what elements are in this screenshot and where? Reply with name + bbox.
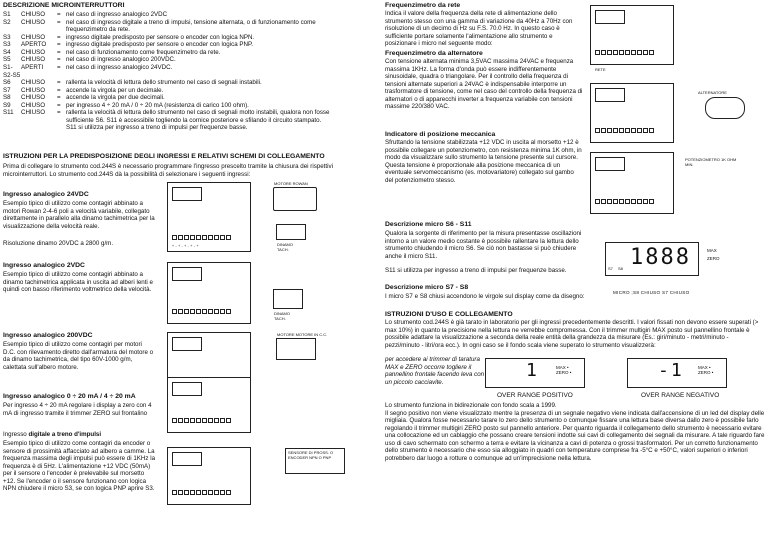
in200-text: Esempio tipico di utilizzo come contagiri per motori D.C. con rilevamento diretto dall'armatura del motore o da dinamo tachimetrica, del tipo 60V-1000 g/m, calettata sull'albero motore. bbox=[3, 341, 154, 371]
freqalt-text: Con tensione alternata minima 3,5VAC massima 24VAC e frequenza massima 1KHz. La forma d'onda può essere indifferentemente sinusoidale, quadra o triangolare. Per il controllo della frequenza di tensioni alternate superiori a 24VAC è indispensabile interporre un trasformatore di tensione, come nel caso del controllo della frequenza di alternatori o di apparecchi inverter a frequenza variabile con tensioni massime 220/380 VAC. bbox=[385, 58, 583, 111]
switch-equals: = bbox=[57, 48, 61, 56]
switch-desc: ingresso digitale predisposto per sensore o encoder con logica PNP. bbox=[66, 41, 253, 49]
zero-label: ZERO bbox=[707, 256, 720, 262]
switch-desc: nel caso di funzionamento come frequenzimetro da rete. bbox=[66, 48, 221, 56]
s6-text: Qualora la sorgente di riferimento per la misura presentasse oscillazioni intorno a un valore medio costante è possibile rallentare la lettura dello strumento chiudendo il micro S6. Se ciò non bastasse si può chiudere anche il micro S11. bbox=[385, 230, 582, 260]
in2-text: Esempio tipico di utilizzo come contagiri abbinato a dinamo tachimetrica applicata in uscita ad alberi lenti e quindi con basso riferimento voltmetrico della velocità. bbox=[3, 271, 153, 294]
switch-state: CHIUSO bbox=[21, 109, 46, 117]
switch-desc: rallenta la velocità di lettura dello strumento nel caso di segnali instabili. bbox=[66, 79, 262, 87]
dig-title bbox=[3, 431, 101, 439]
instrument-diagram-pos bbox=[590, 152, 674, 214]
motor-label: MOTORE ROWAN bbox=[274, 181, 308, 186]
switch-code: S2 bbox=[3, 18, 11, 26]
display-panel bbox=[605, 242, 699, 276]
in2-title: Ingresso analogico 2VDC bbox=[3, 262, 85, 269]
switch-state: CHIUSO bbox=[21, 56, 46, 64]
instrument-diagram-2v bbox=[167, 262, 251, 324]
switch-state: CHIUSO bbox=[21, 33, 46, 41]
switch-row bbox=[3, 41, 333, 49]
in24-text: Esempio tipico di utilizzo come contagiri abbinato a motori Rowan 2-4-6 poli a velocità variabile, collegato direttamente in parallelo alla dinamo tachimetrica per la visualizzazione della velocità reale. bbox=[3, 200, 155, 230]
motor-box bbox=[273, 181, 317, 211]
switch-list bbox=[3, 11, 333, 132]
switch-code: S3 bbox=[3, 41, 11, 49]
section-title-micro: DESCRIZIONE MICROINTERRUTTORI bbox=[3, 2, 125, 9]
switch-desc: nel caso di ingresso analogico 2VDC bbox=[66, 11, 168, 18]
final-text: Lo strumento funziona in bidirezionale con fondo scala a 1999. Il segno positivo non viene visualizzato mentre la presenza di un segnale negativo viene indicata dall'accensione di un led del display delle migliaia. Qualora fosse necessario tarare lo zero dello strumento o comunque fissare una lettura base diversa dallo zero è possibile farlo regolando il trimmer multigiri ZERO posto sul pannello anteriore. Per quanto riguarda il collegamento dello strumento è necessario evitare una collocazione ed un cablaggio che possano creare tensioni indotte sui cavi di collegamento dei segnali da misurare. A tale riguardo fare uso di cavo schermato con schermo a terra e evitare la vicinanza a cavi di potenza o grossi trasformatori. Per un corretto funzionamento dello strumento è necessario che esso sia alloggiato in quadri con temperature comprese fra -5°C e +50°C, valori superiori o inferiori potrebbero dar luogo a rotture o comunque ad un'imprecisione nella lettura. bbox=[385, 402, 765, 462]
freq-text: Indica il valore della frequenza della rete di alimentazione dello strumento stesso con una gamma di variazione da 40Hz a 70Hz con risoluzione di un decimo di Hz su F.S. 70.0 Hz. In questo caso è sufficiente portare solamente l'alimentazione allo strumento e posizionare i micro nel seguente modo: bbox=[385, 10, 573, 48]
ovr-neg-trimmers: MAX • ZERO • bbox=[698, 365, 714, 376]
switch-code: S7 bbox=[3, 86, 11, 94]
switch-code: S4 bbox=[3, 48, 11, 56]
alternatore-label: ALTERNATORE bbox=[698, 90, 727, 95]
switch-code: S5 bbox=[3, 56, 11, 64]
switch-row bbox=[3, 109, 333, 132]
switch-equals: = bbox=[57, 86, 61, 94]
instrument-diagram-alternatore bbox=[590, 83, 674, 143]
uso-title: ISTRUZIONI D'USO E COLLEGAMENTO bbox=[385, 311, 513, 318]
rete-label: RETE bbox=[595, 67, 606, 72]
switch-code: S8 bbox=[3, 94, 11, 102]
display-trimmer-labels bbox=[707, 248, 720, 262]
dinamo2-box bbox=[273, 289, 303, 321]
s7-title: Descrizione micro S7 - S8 bbox=[385, 284, 469, 291]
switch-equals: = bbox=[57, 63, 61, 71]
switch-state: CHIUSO bbox=[21, 86, 46, 94]
switch-equals: = bbox=[57, 18, 61, 26]
freq-title: Frequenzimetro da rete bbox=[385, 2, 461, 9]
in24-title: Ingresso analogico 24VDC bbox=[3, 191, 89, 198]
switch-desc: nel caso di ingresso analogico 24VDC. bbox=[66, 63, 173, 71]
ovr-pos-label: OVER RANGE POSITIVO bbox=[497, 392, 573, 399]
switch-row bbox=[3, 11, 333, 19]
motore-cc-label: MOTORE MOTORE IN C.C. bbox=[277, 332, 328, 337]
ovr-neg-label: OVER RANGE NEGATIVO bbox=[641, 392, 720, 399]
switch-row bbox=[3, 102, 333, 110]
alternatore-box bbox=[698, 90, 745, 119]
switch-code: S3 bbox=[3, 33, 11, 41]
switch-row bbox=[3, 56, 333, 64]
in200-title: Ingresso analogico 200VDC bbox=[3, 332, 93, 339]
s7-text: I micro S7 e S8 chiusi accendono le virgole sul display come da disegno: bbox=[385, 293, 585, 300]
pot-label: POTENZIOMETRO 1K OHM MIN. bbox=[685, 157, 737, 167]
s6-title: Descrizione micro S6 - S11 bbox=[385, 221, 472, 228]
sensore-box bbox=[285, 448, 345, 474]
s7-caption: MICRO ;S8 CHIUSO S7 CHIUSO bbox=[613, 290, 690, 295]
switch-row bbox=[3, 94, 333, 102]
switch-equals: = bbox=[57, 33, 61, 41]
display-s7-label: S7 bbox=[608, 266, 613, 271]
uso-text: Lo strumento cod.244S è già tarato in laboratorio per gli ingressi precedentemente descritti. I valori fissati non devono essere superati (> max 10%) in quanto la precisione nella lettura ne verrebbe compromessa. Con il trimmer multigiri MAX posto sul pannellino frontale è possibile adattare la visualizzazione a seconda della reale entità della grandezza da misurare (Es.: giri/minuto - metri/minuto - pezzi/minuto - litri/ora ecc.). In ogni caso se il fondo scala viene superato lo strumento visualizzerà: bbox=[385, 319, 759, 349]
switch-desc: accende la virgola per un decimale. bbox=[66, 86, 164, 94]
motore-cc-box bbox=[276, 332, 328, 360]
instrument-diagram-420 bbox=[167, 377, 251, 433]
switch-desc: ingresso digitale predisposto per sensore o encoder con logica NPN. bbox=[66, 33, 255, 41]
switch-state: APERTI bbox=[21, 63, 44, 71]
overrange-negative-display: -1 MAX • ZERO • bbox=[627, 358, 727, 388]
section-title-istruzioni: ISTRUZIONI PER LA PREDISPOSIZIONE DEGLI INGRESSI E RELATIVI SCHEMI DI COLLEGAMENTO bbox=[3, 153, 325, 160]
display-digits: 1888 bbox=[630, 245, 691, 270]
switch-equals: = bbox=[57, 56, 61, 64]
in24-res: Risoluzione dinamo 20VDC a 2800 g/m. bbox=[3, 240, 114, 247]
switch-row bbox=[3, 87, 333, 95]
instrument-diagram-digital bbox=[167, 447, 251, 505]
dig-title-strong: digitale a treno d'impulsi bbox=[28, 431, 102, 438]
switch-code: S6 bbox=[3, 79, 11, 87]
instrument-diagram-24v: + - + - + - + - + bbox=[167, 182, 251, 252]
switch-desc: rallenta la velocità di lettura dello strumento nel caso di segnali molto instabili, qualora non fosse sufficiente S6. S11 è accessibile togliendo la cornice posteriore e sfilando il circuito stampato. S11 si utilizza per ingresso a treno di impulsi per frequenze basse. bbox=[66, 109, 330, 132]
switch-equals: = bbox=[57, 41, 61, 49]
pos-title: Indicatore di posizione meccanica bbox=[385, 131, 496, 138]
switch-state: CHIUSO bbox=[21, 79, 46, 87]
switch-state: CHIUSO bbox=[21, 94, 46, 102]
max-label: MAX bbox=[707, 248, 717, 253]
switch-row bbox=[3, 79, 333, 87]
switch-equals: = bbox=[57, 94, 61, 102]
sensore-label: SENSORE DI PROSS. O ENCODER NPN O PNP bbox=[288, 450, 334, 460]
dinamo-box bbox=[276, 224, 306, 252]
istruzioni-text: Prima di collegare lo strumento cod.244S è necessario programmare l'ingresso prescelto tramite la chiusura dei rispettivi microinterruttori. Lo strumento cod.244S dà la possibilità di selezionare i seguenti ingressi: bbox=[3, 163, 333, 178]
switch-row bbox=[3, 64, 333, 79]
switch-state: CHIUSO bbox=[21, 11, 46, 18]
trim-text: per accedere ai trimmer di taratura MAX e ZERO occorre togliere il pannellino frontale facendo leva con un piccolo cacciavite. bbox=[385, 356, 485, 386]
display-s8-label: S8 bbox=[618, 266, 623, 271]
switch-state: CHIUSO bbox=[21, 101, 46, 109]
switch-desc: nel caso di ingresso analogico 200VDC. bbox=[66, 56, 176, 64]
switch-row bbox=[3, 49, 333, 57]
pos-text: Sfruttando la tensione stabilizzata +12 VDC in uscita al morsetto +12 è possibile collegare un potenziometro, con resistenza minima 1K ohm, in modo da visualizzare sullo strumento la tensione presente sul cursore. Questa tensione è proporzionale alla posizione meccanica di un eventuale servomeccanismo (es. motovariatore) collegato sul gambo del potenziometro stesso. bbox=[385, 139, 582, 184]
switch-state: CHIUSO bbox=[21, 18, 46, 26]
dinamo2-label: DINAMO TACH. bbox=[274, 311, 290, 321]
instrument-diagram-rete bbox=[590, 5, 674, 72]
switch-state: CHIUSO bbox=[21, 48, 46, 56]
switch-desc: nel caso di ingresso digitale a treno di impulsi, tensione alternata, o di funzionamento come frequenzimetro da rete. bbox=[66, 18, 316, 34]
freqalt-title: Frequenzimetro da alternatore bbox=[385, 50, 483, 57]
dinamo-label: DINAMO TACH. bbox=[277, 242, 293, 252]
switch-row bbox=[3, 34, 333, 42]
dig-text: Esempio tipico di utilizzo come contagiri da encoder o sensore di prossimità affacciato ad albero a camme. La frequenza massima degli impulsi può essere di 1KHz la frequenza è di 5Hz. L'alimentazione +12 VDC (50mA) per il sensore o l'encoder è prelevabile sul morsetto +12. Se l'encoder o il sensore funzionano con logica NPN chiudere il micro S3, se con logica PNP aprire S3. bbox=[3, 440, 156, 493]
switch-code: S1 bbox=[3, 11, 11, 18]
switch-equals: = bbox=[57, 79, 61, 87]
switch-desc: per ingresso 4 ÷ 20 mA / 0 ÷ 20 mA (resistenza di carico 100 ohm). bbox=[66, 101, 249, 109]
switch-code: S9 bbox=[3, 101, 11, 109]
switch-equals: = bbox=[57, 109, 61, 117]
switch-state: APERTO bbox=[21, 41, 47, 49]
in420-text: Per ingresso 4 ÷ 20 mA regolare i display a zero con 4 mA di ingresso tramite il trimmer ZERO sul frontalino bbox=[3, 402, 152, 417]
switch-row bbox=[3, 19, 333, 34]
ovr-pos-trimmers: MAX • ZERO • bbox=[556, 365, 572, 376]
switch-desc: accende la virgola per due decimali. bbox=[66, 94, 165, 102]
overrange-positive-display: 1 MAX • ZERO • bbox=[485, 358, 585, 388]
switch-code: S11 bbox=[3, 109, 14, 117]
dig-title-prefix: Ingresso bbox=[3, 431, 29, 438]
in420-title: Ingresso analogico 0 ÷ 20 mA / 4 ÷ 20 mA bbox=[3, 393, 136, 400]
switch-equals: = bbox=[57, 101, 61, 109]
switch-equals: = bbox=[57, 11, 61, 18]
s6-text2: S11 si utilizza per ingresso a treno di impulsi per frequenze basse. bbox=[385, 267, 567, 274]
switch-code: S1-S2-S5 bbox=[3, 63, 21, 79]
